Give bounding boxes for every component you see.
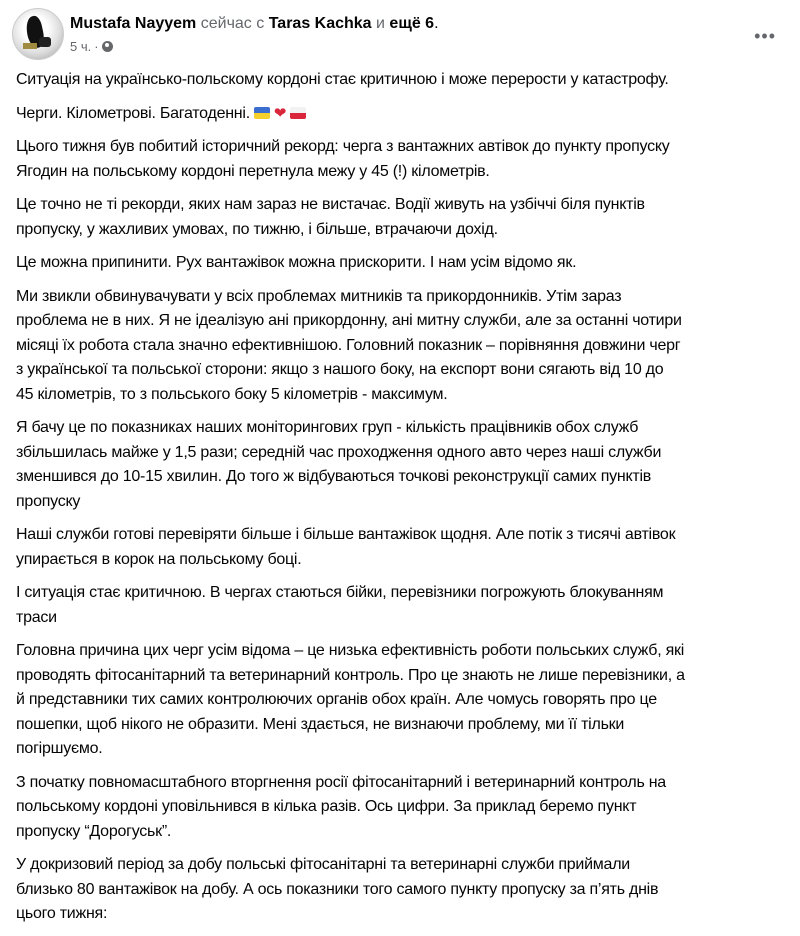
text-line: близько 80 вантажівок на добу. А ось показники того самого пункту пропуску за п’ять днів bbox=[16, 880, 659, 898]
more-options-button[interactable]: ••• bbox=[754, 26, 776, 46]
author-name[interactable]: Mustafa Nayyem bbox=[70, 15, 197, 32]
text-line: пропуску, у жахливих умовах, по тижню, і більше, втрачаючи дохід. bbox=[16, 220, 498, 238]
text-line: проводять фітосанітарний та ветеринарний контроль. Про це знають не лише перевізники, а bbox=[16, 666, 685, 684]
meta-separator: · bbox=[94, 39, 99, 54]
text-line: Наші служби готові перевіряти більше і більше вантажівок щодня. Але потік з тисячі автівок bbox=[16, 526, 676, 543]
text-line: зменшився до 10-15 хвилин. До того ж відбуваються точкові реконструкції самих пунктів bbox=[16, 468, 652, 485]
author-line bbox=[70, 15, 439, 33]
avatar[interactable] bbox=[12, 8, 64, 60]
text-line: Головна причина цих черг усім відома – це низька ефективність роботи польських служб, які bbox=[16, 642, 685, 659]
text-line: У докризовий період за добу польські фітосанітарні та ветеринарні служби приймали bbox=[16, 856, 630, 873]
post-paragraph bbox=[16, 639, 796, 762]
and-text: и bbox=[376, 15, 385, 32]
post-paragraph bbox=[16, 523, 796, 572]
ukraine-flag-icon bbox=[254, 107, 270, 119]
post-paragraph bbox=[16, 853, 796, 927]
text-line: упирається в корок на польському боці. bbox=[16, 550, 302, 568]
text-line: Цього тижня був побитий історичний рекорд: черга з вантажних автівок до пункту пропуску bbox=[16, 138, 670, 155]
text-line: й представники тих самих контролюючих органів обох країн. Але чомусь говорять про це bbox=[16, 691, 657, 708]
post-paragraph bbox=[16, 581, 796, 630]
post-paragraph bbox=[16, 135, 796, 184]
post-paragraph bbox=[16, 251, 796, 276]
text-line: польському кордоні уповільнився в кілька разів. Ось цифри. За приклад беремо пункт bbox=[16, 798, 637, 815]
text-line: Це можна припинити. Рух вантажівок можна прискорити. І нам усім відомо як. bbox=[16, 254, 577, 271]
post-paragraph bbox=[16, 193, 796, 242]
post-header bbox=[12, 8, 800, 64]
text-line: Ситуація на українсько-польскому кордоні стає критичною і може перерости у катастрофу. bbox=[16, 71, 669, 88]
text-line: цього тижня: bbox=[16, 905, 108, 922]
text-line: Я бачу це по показниках наших моніторингових груп - кількість працівників обох служб bbox=[16, 419, 639, 436]
text-line: пропуску “Дорогуськ”. bbox=[16, 822, 172, 840]
text: Черги. Кілометрові. Багатоденні. bbox=[16, 104, 250, 122]
globe-icon[interactable] bbox=[102, 41, 113, 52]
tagged-user[interactable]: Taras Kachka bbox=[268, 15, 372, 32]
heart-icon: ❤ bbox=[273, 104, 287, 122]
text-line: збільшилась майже у 1,5 рази; середній час проходження одного авто через наші служби bbox=[16, 443, 662, 461]
text-line: пропуску bbox=[16, 492, 81, 510]
post-paragraph bbox=[16, 102, 796, 127]
text-line: Ми звикли обвинувачувати у всіх проблемах митників та прикордонників. Утім зараз bbox=[16, 287, 622, 305]
post-paragraph bbox=[16, 68, 796, 93]
post-time[interactable]: 5 ч. bbox=[70, 39, 92, 54]
text-line: пошепки, щоб нікого не образити. Мені здається, не визнаючи проблему, ми її тільки bbox=[16, 715, 625, 733]
post-paragraph bbox=[16, 416, 796, 514]
post-paragraph bbox=[16, 771, 796, 845]
text-line bbox=[16, 102, 796, 127]
text-line: з української та польської сторони: якщо з нашого боку, на експорт вони сягають від 10 до bbox=[16, 361, 664, 378]
post-paragraph bbox=[16, 285, 796, 408]
post-body bbox=[16, 68, 796, 936]
with-text: сейчас с bbox=[200, 15, 265, 32]
text-line: проблема не в них. Я не ідеалізую ані прикордонну, ані митну служби, але за останні чотири bbox=[16, 312, 682, 329]
text-line: траси bbox=[16, 608, 57, 626]
period: . bbox=[434, 15, 439, 32]
text-line: Ягодин на польському кордоні перетнула межу у 45 (!) кілометрів. bbox=[16, 162, 490, 180]
poland-flag-icon bbox=[290, 107, 306, 119]
text-line: Це точно не ті рекорди, яких нам зараз не вистачає. Водії живуть на узбіччі біля пунктів bbox=[16, 196, 645, 213]
others-link[interactable]: ещё 6 bbox=[389, 15, 435, 32]
text-line: місяці їх робота стала значно ефективнішою. Головний показник – порівняння довжини черг bbox=[16, 336, 681, 354]
text-line: І ситуація стає критичною. В чергах стаються бійки, перевізники погрожують блокуванням bbox=[16, 584, 664, 601]
text-line: 45 кілометрів, то з польського боку 5 кілометрів - максимум. bbox=[16, 385, 448, 403]
text-line: погіршуємо. bbox=[16, 740, 103, 757]
text-line: З початку повномасштабного вторгнення росії фітосанітарний і ветеринарний контроль на bbox=[16, 773, 666, 791]
post-meta bbox=[70, 39, 113, 54]
